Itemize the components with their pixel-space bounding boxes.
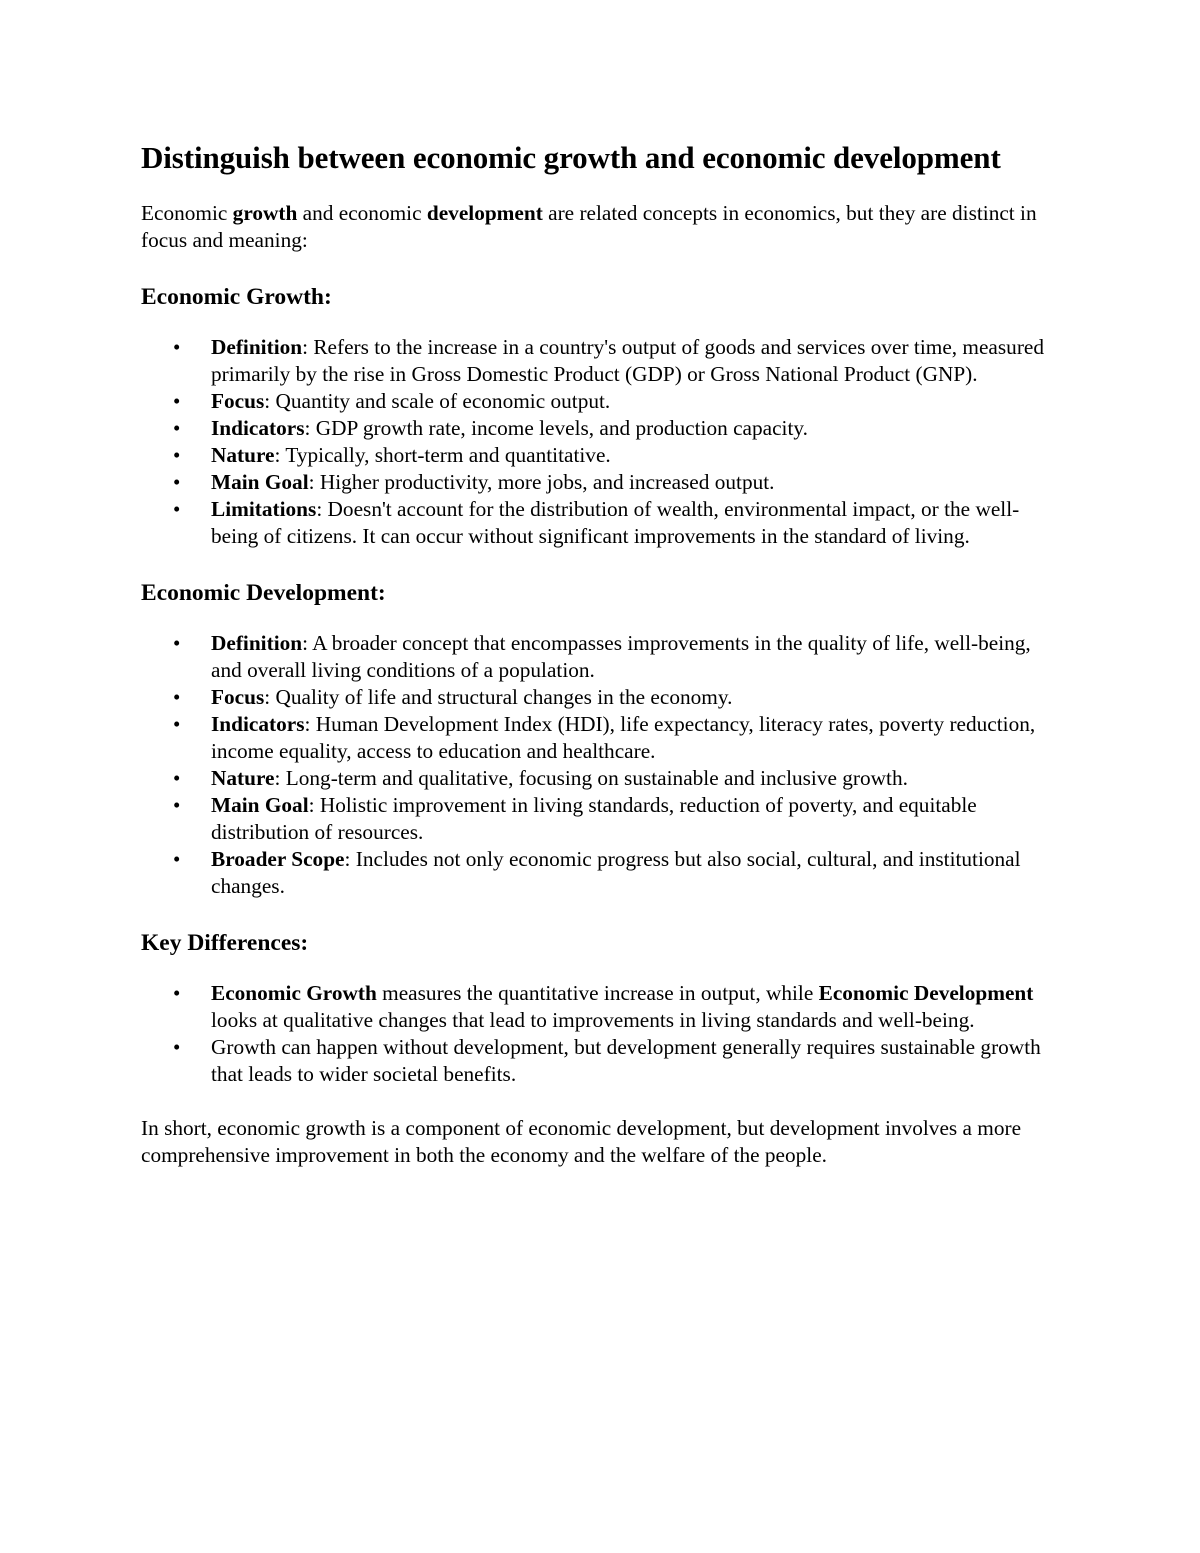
bullet-icon: • <box>173 981 181 1005</box>
section-heading-economic-growth: Economic Growth: <box>141 284 332 310</box>
list-item <box>141 388 1061 415</box>
bullet-icon: • <box>173 335 181 359</box>
item-term: Nature <box>211 766 275 790</box>
intro-text: are related concepts in economics, but they are distinct in focus and meaning: <box>141 201 1037 252</box>
item-term: Definition <box>211 631 303 655</box>
bullet-icon: • <box>173 712 181 736</box>
list-item <box>141 1034 1061 1088</box>
list-item <box>141 415 1061 442</box>
item-text: : Higher productivity, more jobs, and increased output. <box>308 470 775 494</box>
economic-development-list <box>141 630 1061 900</box>
bullet-icon: • <box>173 847 181 871</box>
item-text: Growth can happen without development, but development generally requires sustainable growth that leads to wider societal benefits. <box>211 1035 1041 1086</box>
intro-bold-term: development <box>426 201 543 225</box>
item-term: Focus <box>211 685 265 709</box>
item-text: looks at qualitative changes that lead to improvements in living standards and well-being. <box>211 1008 975 1032</box>
item-text: : Holistic improvement in living standards, reduction of poverty, and equitable distribution of resources. <box>211 793 977 844</box>
item-text: : Human Development Index (HDI), life expectancy, literacy rates, poverty reduction, income equality, access to education and healthcare. <box>211 712 1036 763</box>
bullet-icon: • <box>173 685 181 709</box>
intro-text: Economic <box>141 201 233 225</box>
item-text: : Doesn't account for the distribution of wealth, environmental impact, or the well-being of citizens. It can occur without significant improvements in the standard of living. <box>211 497 1020 548</box>
economic-growth-list <box>141 334 1061 550</box>
bullet-icon: • <box>173 416 181 440</box>
bullet-icon: • <box>173 389 181 413</box>
bullet-icon: • <box>173 793 181 817</box>
list-item <box>141 469 1061 496</box>
list-item <box>141 334 1061 388</box>
section-heading-key-differences: Key Differences: <box>141 930 309 956</box>
item-term: Economic Growth <box>211 981 377 1005</box>
item-term: Nature <box>211 443 275 467</box>
list-item <box>141 765 1061 792</box>
item-text: : GDP growth rate, income levels, and production capacity. <box>304 416 808 440</box>
list-item <box>141 846 1061 900</box>
item-text: : A broader concept that encompasses improvements in the quality of life, well-being, and overall living conditions of a population. <box>211 631 1031 682</box>
list-item <box>141 792 1061 846</box>
item-term: Focus <box>211 389 265 413</box>
list-item <box>141 980 1061 1034</box>
item-text: : Includes not only economic progress but also social, cultural, and institutional changes. <box>211 847 1021 898</box>
item-term: Economic Development <box>818 981 1034 1005</box>
bullet-icon: • <box>173 497 181 521</box>
list-item <box>141 684 1061 711</box>
bullet-icon: • <box>173 766 181 790</box>
document-page <box>141 138 1061 1169</box>
intro-text: and economic <box>297 201 427 225</box>
item-text: : Long-term and qualitative, focusing on sustainable and inclusive growth. <box>274 766 908 790</box>
item-term: Main Goal <box>211 470 309 494</box>
bullet-icon: • <box>173 631 181 655</box>
item-term: Indicators <box>211 712 305 736</box>
document-title: Distinguish between economic growth and economic development <box>141 140 1001 175</box>
bullet-icon: • <box>173 470 181 494</box>
key-differences-list <box>141 980 1061 1088</box>
item-term: Limitations <box>211 497 317 521</box>
list-item <box>141 496 1061 550</box>
section-heading-economic-development: Economic Development: <box>141 580 386 606</box>
item-text: : Quantity and scale of economic output. <box>264 389 611 413</box>
intro-bold-term: growth <box>232 201 298 225</box>
item-term: Indicators <box>211 416 305 440</box>
item-text: : Typically, short-term and quantitative. <box>274 443 611 467</box>
list-item <box>141 711 1061 765</box>
item-text: : Refers to the increase in a country's output of goods and services over time, measured primarily by the rise in Gross Domestic Product (GDP) or Gross National Product (GNP). <box>211 335 1045 386</box>
list-item <box>141 630 1061 684</box>
item-text: : Quality of life and structural changes in the economy. <box>264 685 733 709</box>
item-term: Broader Scope <box>211 847 345 871</box>
bullet-icon: • <box>173 443 181 467</box>
item-term: Definition <box>211 335 303 359</box>
bullet-icon: • <box>173 1035 181 1059</box>
item-text: measures the quantitative increase in output, while <box>376 981 819 1005</box>
conclusion-paragraph: In short, economic growth is a component of economic development, but development involves a more comprehensive improvement in both the economy and the welfare of the people. <box>141 1116 1022 1167</box>
intro-paragraph <box>141 200 1061 254</box>
list-item <box>141 442 1061 469</box>
item-term: Main Goal <box>211 793 309 817</box>
